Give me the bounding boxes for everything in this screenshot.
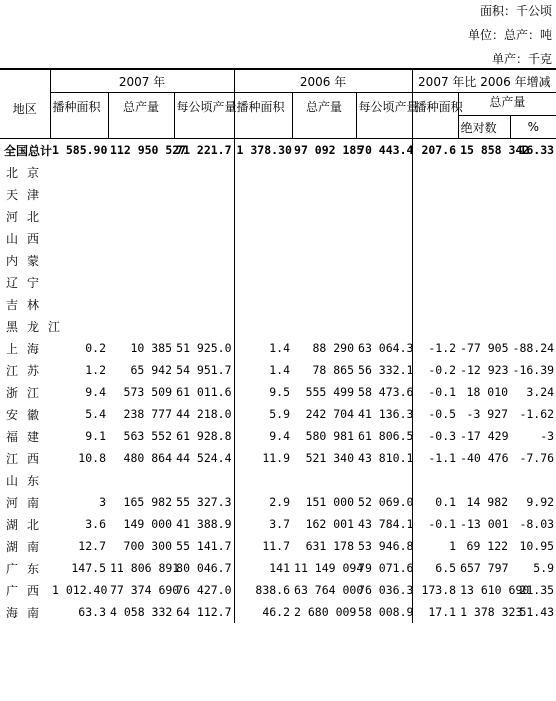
value-cell-y07: 55 327.3: [176, 495, 232, 509]
value-cell-y07: 44 218.0: [176, 407, 232, 421]
value-cell-o07: 10 385: [130, 341, 172, 355]
value-cell-a07: [50, 469, 108, 491]
value-cell-a07: [50, 271, 108, 293]
value-cell-o06: 555 499: [305, 385, 355, 399]
value-cell-dpct: 51.43: [519, 605, 555, 619]
value-cell-a07: 3.6: [85, 517, 106, 531]
value-cell-a06: 9.5: [234, 381, 292, 403]
value-cell-da: [412, 469, 458, 491]
value-cell-da: -0.2: [412, 359, 458, 381]
value-cell-y07: [174, 293, 234, 315]
value-cell-a06: 46.2: [234, 601, 292, 623]
region-cell: 黑龙江: [6, 319, 70, 334]
value-cell-dabs: [458, 161, 510, 183]
value-cell-y06: [356, 227, 412, 249]
value-cell-dpct: 10.95: [519, 539, 555, 553]
value-cell-y07: 80 046.7: [176, 561, 232, 575]
value-cell-y06: [356, 205, 412, 227]
value-cell-dpct: -8.03: [519, 517, 555, 531]
value-cell-o07: [108, 183, 174, 205]
value-cell-a07: 0.2: [85, 341, 106, 355]
value-cell-o07: 65 942: [130, 363, 172, 377]
value-cell-y06: 70 443.4: [358, 143, 414, 157]
value-cell-dpct: -16.39: [512, 363, 555, 377]
table-row: [0, 139, 556, 162]
value-cell-a07: 5.4: [85, 407, 106, 421]
value-cell-da: 17.1: [412, 601, 458, 623]
value-cell-o06: [292, 293, 356, 315]
region-cell: 上海: [6, 341, 49, 356]
output-2007-header: 总产量: [108, 93, 174, 139]
value-cell-y07: 44 524.4: [176, 451, 232, 465]
value-cell-y07: [174, 227, 234, 249]
value-cell-da: 173.8: [412, 579, 458, 601]
value-cell-dabs: -3 927: [466, 407, 509, 421]
value-cell-y06: [356, 293, 412, 315]
value-cell-dabs: 69 122: [466, 539, 509, 553]
value-cell-y06: 43 810.1: [358, 451, 414, 465]
table-row: [0, 337, 556, 359]
value-cell-o06: [292, 205, 356, 227]
value-cell-y07: 64 112.7: [176, 605, 232, 619]
value-cell-y06: [356, 469, 412, 491]
value-cell-o07: 700 300: [123, 539, 172, 553]
value-cell-da: [412, 271, 458, 293]
value-cell-y06: 41 136.3: [358, 407, 414, 421]
table-row: [0, 513, 556, 535]
year-2007-header: 2007 年: [50, 69, 234, 93]
value-cell-dpct: 9.92: [526, 495, 555, 509]
value-cell-dabs: 14 982: [466, 495, 509, 509]
value-cell-dpct: 21.35: [519, 583, 555, 597]
region-cell: 江苏: [6, 363, 49, 378]
value-cell-a07: 1 585.90: [52, 143, 108, 157]
value-cell-o07: 77 374 690: [110, 583, 180, 597]
value-cell-o07: [108, 161, 174, 183]
value-cell-y07: [174, 183, 234, 205]
value-cell-dabs: -40 476: [460, 451, 509, 465]
value-cell-dpct: [510, 227, 556, 249]
region-cell: 海南: [6, 605, 49, 620]
region-cell: 浙江: [6, 385, 49, 400]
value-cell-a06: [234, 293, 292, 315]
value-cell-o06: 78 865: [312, 363, 355, 377]
value-cell-o06: 151 000: [305, 495, 355, 509]
table-row: [0, 403, 556, 425]
value-cell-o06: 631 178: [305, 539, 355, 553]
value-cell-y07: [174, 271, 234, 293]
value-cell-a06: 11.9: [234, 447, 292, 469]
value-cell-dabs: [458, 315, 510, 337]
table-row: [0, 601, 556, 623]
sown-area-2007-header: 播种面积: [50, 93, 108, 139]
value-cell-a06: [234, 271, 292, 293]
table-row: [0, 557, 556, 579]
sown-area-change-header: 播种面积: [412, 93, 458, 139]
table-row: [0, 205, 556, 227]
value-cell-o07: 573 509: [123, 385, 172, 399]
table-row: [0, 579, 556, 601]
output-unit-note: 单位：总产：吨: [467, 28, 552, 42]
value-cell-a06: 141: [234, 557, 292, 579]
value-cell-dabs: 18 010: [466, 385, 509, 399]
value-cell-y07: [174, 205, 234, 227]
region-cell: 天津: [6, 187, 49, 202]
value-cell-dpct: -88.24: [512, 341, 555, 355]
value-cell-o06: [292, 249, 356, 271]
yield-2006-header: 每公顷产量: [356, 93, 412, 139]
value-cell-dabs: [458, 183, 510, 205]
value-cell-da: [412, 227, 458, 249]
value-cell-a07: 9.1: [85, 429, 106, 443]
value-cell-da: 6.5: [412, 557, 458, 579]
value-cell-dpct: [510, 183, 556, 205]
value-cell-da: -0.3: [412, 425, 458, 447]
value-cell-a06: [234, 469, 292, 491]
value-cell-dabs: -13 001: [460, 517, 509, 531]
value-cell-dpct: [510, 293, 556, 315]
table-row: [0, 293, 556, 315]
value-cell-y07: 61 928.8: [176, 429, 232, 443]
value-cell-y06: 63 064.3: [358, 341, 414, 355]
value-cell-y06: 58 008.9: [358, 605, 414, 619]
value-cell-y07: 71 221.7: [176, 143, 232, 157]
value-cell-o07: 165 982: [123, 495, 172, 509]
value-cell-y07: [174, 249, 234, 271]
region-cell: 全国总计: [4, 143, 53, 158]
value-cell-a07: [50, 293, 108, 315]
change-header: 2007 年比 2006 年增减: [412, 69, 556, 93]
value-cell-o06: 580 981: [305, 429, 355, 443]
table-row: [0, 249, 556, 271]
value-cell-y07: [174, 469, 234, 491]
year-2006-header: 2006 年: [234, 69, 412, 93]
table-row: [0, 227, 556, 249]
region-cell: 山西: [6, 231, 49, 246]
value-cell-o06: 521 340: [305, 451, 355, 465]
value-cell-y06: 52 069.0: [358, 495, 414, 509]
region-cell: 广东: [6, 561, 49, 576]
value-cell-a06: 5.9: [234, 403, 292, 425]
table-row: [0, 183, 556, 205]
value-cell-y07: 55 141.7: [176, 539, 232, 553]
value-cell-dabs: 657 797: [460, 561, 509, 575]
output-2006-header: 总产量: [292, 93, 356, 139]
value-cell-a06: [234, 161, 292, 183]
value-cell-o07: 238 777: [123, 407, 172, 421]
value-cell-y06: 61 806.5: [358, 429, 414, 443]
value-cell-o07: 563 552: [123, 429, 172, 443]
value-cell-a06: 1.4: [234, 337, 292, 359]
table-row: [0, 535, 556, 557]
region-cell: 河南: [6, 495, 49, 510]
value-cell-y06: 43 784.1: [358, 517, 414, 531]
value-cell-o06: 88 290: [312, 341, 355, 355]
value-cell-da: -1.2: [412, 337, 458, 359]
value-cell-dabs: [458, 469, 510, 491]
value-cell-o06: 11 149 094: [294, 561, 364, 575]
value-cell-o07: 112 950 527: [110, 143, 187, 157]
value-cell-o06: 2 680 009: [294, 605, 357, 619]
value-cell-a07: 9.4: [85, 385, 106, 399]
value-cell-dabs: -12 923: [460, 363, 509, 377]
value-cell-o07: [108, 205, 174, 227]
region-cell: 吉林: [6, 297, 49, 312]
value-cell-dpct: 16.33: [519, 143, 555, 157]
value-cell-da: -0.1: [412, 381, 458, 403]
value-cell-a07: 147.5: [71, 561, 106, 575]
value-cell-a07: 1.2: [85, 363, 106, 377]
value-cell-y06: [356, 271, 412, 293]
value-cell-o07: [108, 469, 174, 491]
value-cell-a06: 838.6: [234, 579, 292, 601]
value-cell-o07: [108, 315, 174, 337]
value-cell-dpct: 3.24: [526, 385, 555, 399]
value-cell-y07: [174, 161, 234, 183]
value-cell-y06: [356, 183, 412, 205]
statistics-table: [0, 68, 556, 623]
value-cell-a06: 2.9: [234, 491, 292, 513]
value-cell-da: [412, 183, 458, 205]
region-cell: 内蒙: [6, 253, 49, 268]
value-cell-y07: 51 925.0: [176, 341, 232, 355]
region-cell: 河北: [6, 209, 49, 224]
value-cell-da: -1.1: [412, 447, 458, 469]
region-cell: 辽宁: [6, 275, 49, 290]
value-cell-da: [412, 249, 458, 271]
value-cell-dabs: [458, 293, 510, 315]
value-cell-a07: [50, 183, 108, 205]
value-cell-a06: [234, 205, 292, 227]
value-cell-dpct: -3: [540, 429, 555, 443]
value-cell-dabs: -17 429: [460, 429, 509, 443]
value-cell-dpct: -7.76: [519, 451, 555, 465]
value-cell-o06: [292, 227, 356, 249]
value-cell-a07: [50, 161, 108, 183]
region-cell: 湖南: [6, 539, 49, 554]
value-cell-y06: 53 946.8: [358, 539, 414, 553]
table-row: [0, 271, 556, 293]
table-row: [0, 491, 556, 513]
value-cell-a07: [50, 205, 108, 227]
value-cell-o06: 97 092 185: [294, 143, 364, 157]
value-cell-dabs: [458, 249, 510, 271]
value-cell-y06: 56 332.1: [358, 363, 414, 377]
value-cell-da: 1: [412, 535, 458, 557]
value-cell-y07: 76 427.0: [176, 583, 232, 597]
value-cell-y06: 76 036.3: [358, 583, 414, 597]
table-row: [0, 161, 556, 183]
value-cell-o07: [108, 293, 174, 315]
yield-unit-note: 单产：千克: [491, 52, 552, 66]
value-cell-a06: [234, 183, 292, 205]
region-cell: 福建: [6, 429, 49, 444]
value-cell-a06: [234, 227, 292, 249]
region-cell: 山东: [6, 473, 49, 488]
value-cell-o06: 63 764 000: [294, 583, 364, 597]
value-cell-y06: 58 473.6: [358, 385, 414, 399]
value-cell-a06: 9.4: [234, 425, 292, 447]
area-unit-note: 面积：千公顷: [479, 4, 552, 18]
value-cell-y07: [174, 315, 234, 337]
value-cell-dpct: [510, 315, 556, 337]
value-cell-o06: [292, 271, 356, 293]
table-row: [0, 447, 556, 469]
value-cell-a06: [234, 249, 292, 271]
value-cell-dabs: 1 378 323: [460, 605, 523, 619]
value-cell-da: [412, 161, 458, 183]
absolute-change-header: 绝对数: [458, 116, 510, 139]
value-cell-dpct: [510, 469, 556, 491]
value-cell-da: 207.6: [412, 139, 458, 162]
value-cell-dpct: 5.9: [533, 561, 555, 575]
value-cell-a07: 10.8: [78, 451, 106, 465]
value-cell-y07: 54 951.7: [176, 363, 232, 377]
value-cell-a06: 1 378.30: [234, 139, 292, 162]
table-row: [0, 315, 556, 337]
value-cell-a06: 3.7: [234, 513, 292, 535]
value-cell-o07: 11 806 891: [110, 561, 180, 575]
value-cell-o06: 162 001: [305, 517, 355, 531]
value-cell-o07: 149 000: [123, 517, 172, 531]
value-cell-y06: 79 071.6: [358, 561, 414, 575]
value-cell-dabs: [458, 227, 510, 249]
value-cell-dpct: -1.62: [519, 407, 555, 421]
value-cell-dabs: -77 905: [460, 341, 509, 355]
value-cell-o06: [292, 469, 356, 491]
value-cell-o06: [292, 161, 356, 183]
value-cell-dpct: [510, 161, 556, 183]
value-cell-o07: [108, 249, 174, 271]
value-cell-o07: 480 864: [123, 451, 172, 465]
value-cell-y06: [356, 249, 412, 271]
value-cell-a07: 3: [99, 495, 106, 509]
value-cell-a06: 1.4: [234, 359, 292, 381]
value-cell-a06: 11.7: [234, 535, 292, 557]
sown-area-2006-header: 播种面积: [234, 93, 292, 139]
value-cell-dpct: [510, 205, 556, 227]
value-cell-dpct: [510, 249, 556, 271]
region-cell: 江西: [6, 451, 49, 466]
value-cell-a06: [234, 315, 292, 337]
region-cell: 北京: [6, 165, 49, 180]
value-cell-da: 0.1: [412, 491, 458, 513]
value-cell-da: [412, 293, 458, 315]
region-cell: 安徽: [6, 407, 49, 422]
value-cell-o07: [108, 227, 174, 249]
value-cell-dpct: [510, 271, 556, 293]
value-cell-dabs: 13 610 690: [460, 583, 530, 597]
region-header: 地区: [0, 69, 50, 139]
value-cell-y06: [356, 161, 412, 183]
value-cell-dabs: [458, 205, 510, 227]
percent-change-header: %: [510, 116, 556, 139]
value-cell-a07: 1 012.40: [52, 583, 108, 597]
value-cell-a07: 63.3: [78, 605, 106, 619]
region-cell: 湖北: [6, 517, 49, 532]
yield-2007-header: 每公顷产量: [174, 93, 234, 139]
value-cell-o06: [292, 315, 356, 337]
value-cell-da: -0.1: [412, 513, 458, 535]
value-cell-dabs: 15 858 342: [460, 143, 530, 157]
value-cell-dabs: [458, 271, 510, 293]
value-cell-o07: [108, 271, 174, 293]
value-cell-y06: [356, 315, 412, 337]
value-cell-da: -0.5: [412, 403, 458, 425]
value-cell-a07: [50, 249, 108, 271]
value-cell-y07: 41 388.9: [176, 517, 232, 531]
value-cell-a07: [50, 227, 108, 249]
region-cell: 广西: [6, 583, 49, 598]
value-cell-da: [412, 205, 458, 227]
value-cell-o06: 242 704: [305, 407, 355, 421]
value-cell-o07: 4 058 332: [110, 605, 173, 619]
table-row: [0, 469, 556, 491]
value-cell-y07: 61 011.6: [176, 385, 232, 399]
total-output-change-header: 总产量: [458, 93, 556, 116]
value-cell-da: [412, 315, 458, 337]
table-row: [0, 425, 556, 447]
table-row: [0, 359, 556, 381]
value-cell-a07: 12.7: [78, 539, 106, 553]
table-row: [0, 381, 556, 403]
value-cell-o06: [292, 183, 356, 205]
